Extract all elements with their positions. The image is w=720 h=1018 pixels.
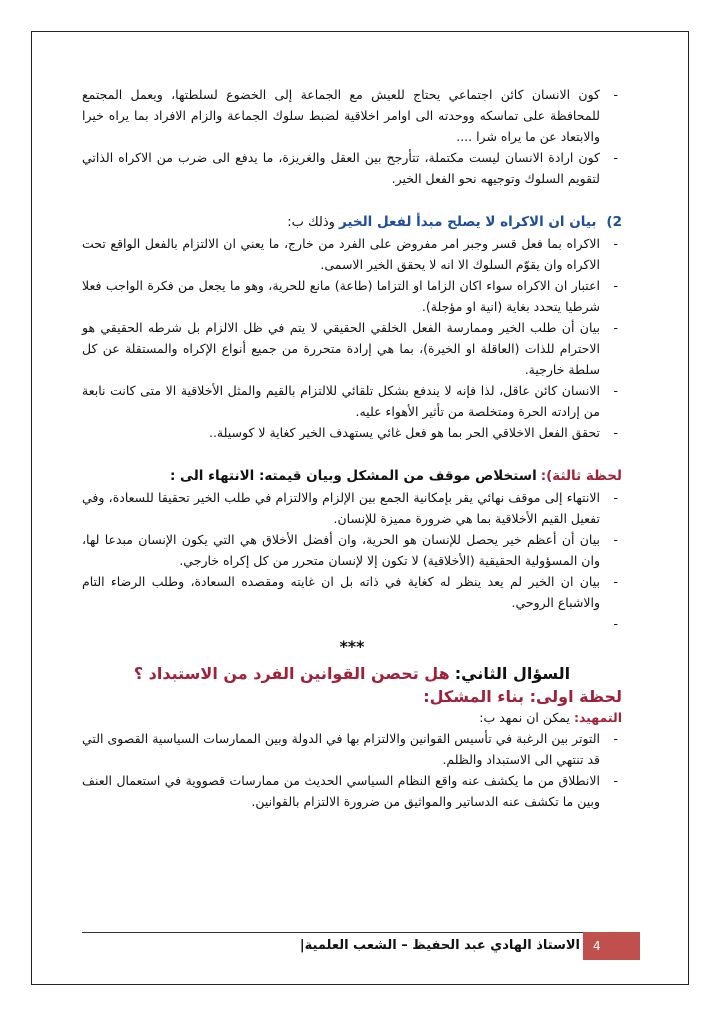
question2-label: السؤال الثاني: xyxy=(454,664,571,683)
question2-heading xyxy=(82,663,622,684)
footer-author: الاستاذ الهادي عبد الحفيظ – الشعب العلمية| xyxy=(299,938,580,953)
moment1-heading: لحظة اولى: بناء المشكل: xyxy=(423,687,622,706)
section2-number: 2) xyxy=(606,214,622,230)
list-item: - بيان أن أعظم خير يحصل للإنسان هو الحرية، وان أفضل الأخلاق هي التي يكون الإنسان مبدعا لها، وان المسؤولية الحقيقية (الأخلاقية) لا تكون إلا لإنسان متحرر من كل إكراه خارجي. xyxy=(82,529,622,571)
section3-title: استخلاص موقف من المشكل وبيان قيمته: الانتهاء الى : xyxy=(169,468,537,484)
list-item: - كون ارادة الانسان ليست مكتملة، تتأرجح بين العقل والغريزة، ما يدفع الى ضرب من الاكراه الذاتي لتقويم السلوك وتوجيهه نحو الفعل الخير. xyxy=(82,147,622,189)
section-separator: *** xyxy=(339,637,365,656)
list-item: - كون الانسان كائن اجتماعي يحتاج للعيش مع الجماعة إلى الخضوع لسلطتها، ويعمل المجتمع للمحافظة على تماسكه ووحدته الى اوامر اخلاقية لضبط سلوك الجماعة والزام الافراد بما يراه خيرا والابتعاد عن ما يراه شرا .... xyxy=(82,84,622,147)
list-item: - التوتر بين الرغبة في تأسيس القوانين والالتزام بها في الدولة وبين الممارسات السياسية القصوى التي قد تنتهي الى الاستبداد والظلم. xyxy=(82,728,622,770)
list-item: - تحقق الفعل الاخلاقي الحر بما هو فعل غائي يستهدف الخير كغاية لا كوسيلة.. xyxy=(82,422,622,443)
moment1-list xyxy=(82,728,622,812)
footer-divider xyxy=(82,932,638,933)
section3-list xyxy=(82,487,622,634)
page-number: 4 xyxy=(583,932,640,960)
intro-line xyxy=(82,707,622,728)
list-item xyxy=(82,613,622,634)
list-item: - الاكراه بما فعل قسر وجبر امر مفروض على الفرد من خارج، ما يعني ان الالتزام بالفعل الواقع تحت الاكراه وان يقوّم السلوك الا انه لا يحقق الخير الاسمى. xyxy=(82,233,622,275)
section2-title: بيان ان الاكراه لا يصلح مبدأ لفعل الخير xyxy=(338,214,597,230)
section3-heading xyxy=(82,465,622,487)
page-content xyxy=(82,84,622,812)
list-item: - الانسان كائن عاقل، لذا فإنه لا يندفع بشكل تلقائي للالتزام بالقيم والمثل الأخلاقية الا متى كانت نابعة من إرادته الحرة ومتخلصة من تأثير الأهواء عليه. xyxy=(82,380,622,422)
section1-list xyxy=(82,84,622,189)
question2-text: هل تحصن القوانين الفرد من الاستبداد ؟ xyxy=(133,664,450,683)
section2-heading xyxy=(82,211,622,233)
section2-list xyxy=(82,233,622,443)
list-item: - الانطلاق من ما يكشف عنه واقع النظام السياسي الحديث من ممارسات قصووية في استعمال العنف وبين ما تكشف عنه الدساتير والمواثيق من ضرورة الالتزام بالقوانين. xyxy=(82,770,622,812)
section3-label: لحظة ثالثة): xyxy=(540,468,622,484)
list-item: - الانتهاء إلى موقف نهائي يقر بإمكانية الجمع بين الإلزام والالتزام في طلب الخير تحقيقا للسعادة، وفي تفعيل القيم الأخلاقية بما هي ضرورة مميزة للإنسان. xyxy=(82,487,622,529)
list-item: - بيان أن طلب الخير وممارسة الفعل الخلقي الحقيقي لا يتم في ظل الالزام بل شرطه الحقيقي هو الاحترام للذات (العاقلة او الخيرة)، بما هي إرادة متحررة من جميع أنواع الإكراه والمستقلة عن كل سلطة خارجية. xyxy=(82,317,622,380)
intro-text: يمكن ان نمهد ب: xyxy=(479,710,570,725)
list-item: - اعتبار ان الاكراه سواء اكان الزاما او التزاما (طاعة) مانع للحرية، وهو ما يجعل من فكرة الواجب فعلا شرطيا يتحدد بغاية (انية او مؤجلة). xyxy=(82,275,622,317)
intro-label: التمهيد: xyxy=(573,710,622,725)
section2-suffix: وذلك ب: xyxy=(287,215,335,230)
list-item: - بيان ان الخير لم يعد ينظر له كغاية في ذاته بل ان غايته ومقصده السعادة، وطلب الرضاء التام والاشباع الروحي. xyxy=(82,571,622,613)
